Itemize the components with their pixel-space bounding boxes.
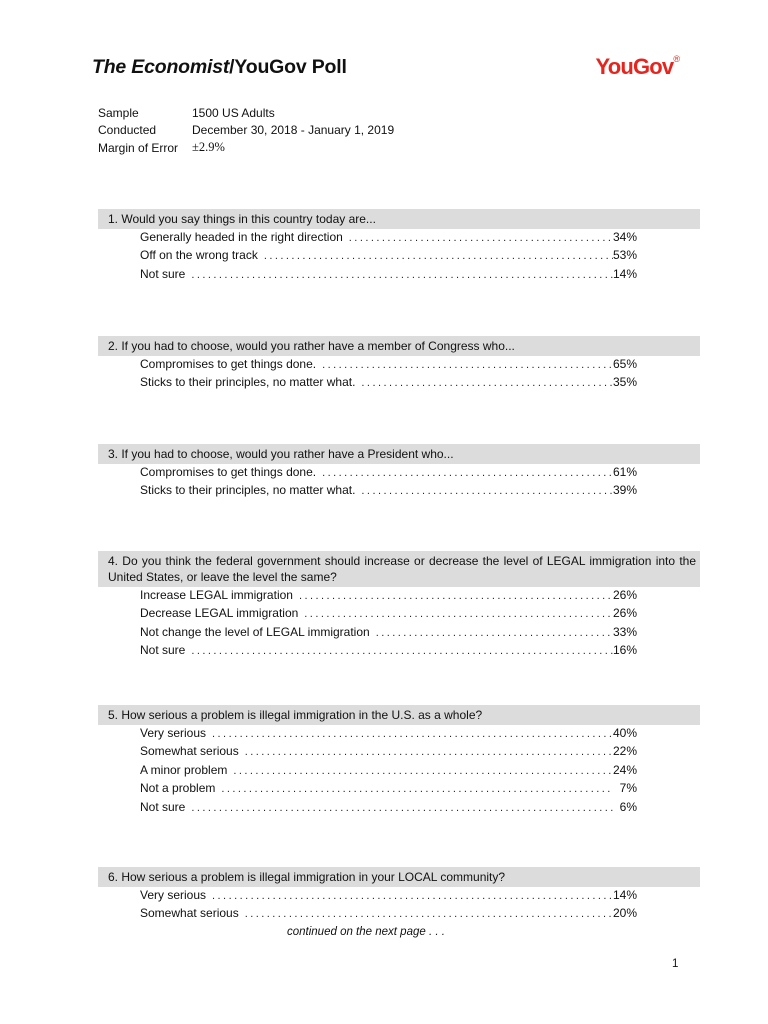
answer-row	[140, 248, 637, 266]
answer-value: 53%	[612, 248, 637, 263]
dot-leader	[191, 269, 613, 281]
yougov-logo	[595, 54, 680, 80]
answer-label: Decrease LEGAL immigration	[140, 606, 299, 621]
answer-list	[98, 465, 700, 502]
question-block	[98, 705, 700, 818]
answer-label: Sticks to their principles, no matter what.	[140, 483, 356, 498]
answer-label: Not a problem	[140, 781, 216, 796]
question-block	[98, 551, 700, 662]
meta-label: Conducted	[98, 123, 157, 138]
answer-row	[140, 781, 637, 799]
answer-list	[98, 357, 700, 394]
answer-value: 6%	[619, 799, 637, 814]
meta-value: 1500 US Adults	[192, 105, 275, 120]
answer-label: Generally headed in the right direction	[140, 230, 343, 244]
meta-label: Sample	[98, 105, 139, 120]
answer-value: 14%	[612, 888, 637, 902]
answer-value: 26%	[612, 588, 637, 602]
answer-label: Not change the level of LEGAL immigration	[140, 624, 370, 639]
answer-value: 7%	[619, 781, 637, 796]
answer-list	[98, 588, 700, 662]
answer-value: 22%	[612, 744, 637, 759]
answer-row	[140, 357, 637, 375]
question-text: 4. Do you think the federal government should increase or decrease the level of LEGAL immigration into the United States, or leave the level the same?	[98, 551, 700, 587]
answer-label: Very serious	[140, 888, 207, 902]
answer-row	[140, 588, 637, 606]
question-block	[98, 209, 700, 285]
answer-label: Not sure	[140, 799, 186, 814]
answer-value: 20%	[612, 906, 637, 921]
answer-label: Not sure	[140, 643, 186, 658]
question-block	[98, 336, 700, 394]
answer-label: Very serious	[140, 726, 207, 740]
meta-label: Margin of Error	[98, 140, 179, 155]
dot-leader	[233, 765, 613, 777]
dot-leader	[376, 627, 613, 639]
dot-leader	[299, 590, 613, 602]
meta-row	[98, 122, 394, 140]
dot-leader	[361, 485, 613, 497]
question-block	[98, 444, 700, 502]
page-number: 1	[672, 958, 679, 970]
answer-value: 65%	[612, 357, 637, 371]
answer-row	[140, 606, 637, 624]
answer-value: 35%	[612, 375, 637, 390]
answer-value: 14%	[612, 266, 637, 281]
answer-row	[140, 465, 637, 483]
answer-list	[98, 726, 700, 818]
dot-leader	[212, 728, 613, 740]
answer-row	[140, 375, 637, 393]
dot-leader	[361, 377, 613, 389]
answer-label: Compromises to get things done.	[140, 357, 317, 371]
answer-list	[98, 230, 700, 285]
question-text: 5. How serious a problem is illegal immigration in the U.S. as a whole?	[98, 705, 700, 725]
answer-label: Off on the wrong track	[140, 248, 258, 263]
answer-label: A minor problem	[140, 762, 228, 777]
answer-list	[98, 888, 700, 925]
answer-row	[140, 267, 637, 285]
yougov-logo-text: YouGov	[595, 54, 674, 79]
dot-leader	[245, 746, 613, 758]
answer-row	[140, 800, 637, 818]
dot-leader	[191, 645, 613, 657]
question-text: 6. How serious a problem is illegal immigration in your LOCAL community?	[98, 867, 700, 887]
dot-leader	[245, 908, 613, 920]
dot-leader	[264, 250, 613, 262]
dot-leader	[212, 890, 613, 902]
yougov-logo-mark: ®	[673, 54, 680, 64]
answer-value: 16%	[612, 643, 637, 658]
answer-row	[140, 726, 637, 744]
question-text: 3. If you had to choose, would you rather have a President who...	[98, 444, 700, 464]
answer-row	[140, 643, 637, 661]
answer-label: Not sure	[140, 266, 186, 281]
survey-meta	[98, 104, 394, 157]
poll-title	[92, 56, 347, 79]
dot-leader	[349, 232, 613, 244]
dot-leader	[191, 802, 613, 814]
dot-leader	[304, 608, 613, 620]
answer-label: Somewhat serious	[140, 906, 239, 921]
answer-row	[140, 744, 637, 762]
question-block	[98, 867, 700, 925]
answer-row	[140, 763, 637, 781]
answer-value: 34%	[612, 230, 637, 244]
answer-row	[140, 230, 637, 248]
dot-leader	[322, 467, 613, 479]
answer-value: 40%	[612, 726, 637, 740]
answer-label: Sticks to their principles, no matter what.	[140, 375, 356, 390]
dot-leader	[221, 783, 613, 795]
poll-title-publication: The Economist	[92, 56, 230, 78]
answer-value: 61%	[612, 465, 637, 479]
meta-row	[98, 139, 394, 157]
answer-value: 33%	[612, 624, 637, 639]
answer-row	[140, 888, 637, 906]
meta-value: December 30, 2018 - January 1, 2019	[192, 123, 395, 138]
answer-label: Compromises to get things done.	[140, 465, 317, 479]
poll-title-rest: /YouGov Poll	[229, 56, 347, 78]
question-text: 2. If you had to choose, would you rather have a member of Congress who...	[98, 336, 700, 356]
answer-row	[140, 625, 637, 643]
page-header	[92, 56, 682, 84]
answer-label: Somewhat serious	[140, 744, 239, 759]
answer-row	[140, 906, 637, 924]
meta-row	[98, 104, 394, 122]
answer-value: 24%	[612, 762, 637, 777]
answer-row	[140, 483, 637, 501]
answer-value: 39%	[612, 483, 637, 498]
question-text: 1. Would you say things in this country today are...	[98, 209, 700, 229]
answer-label: Increase LEGAL immigration	[140, 588, 293, 602]
answer-value: 26%	[612, 606, 637, 621]
meta-value: ±2.9%	[192, 140, 225, 155]
dot-leader	[322, 359, 613, 371]
continued-note: continued on the next page . . .	[287, 926, 445, 938]
